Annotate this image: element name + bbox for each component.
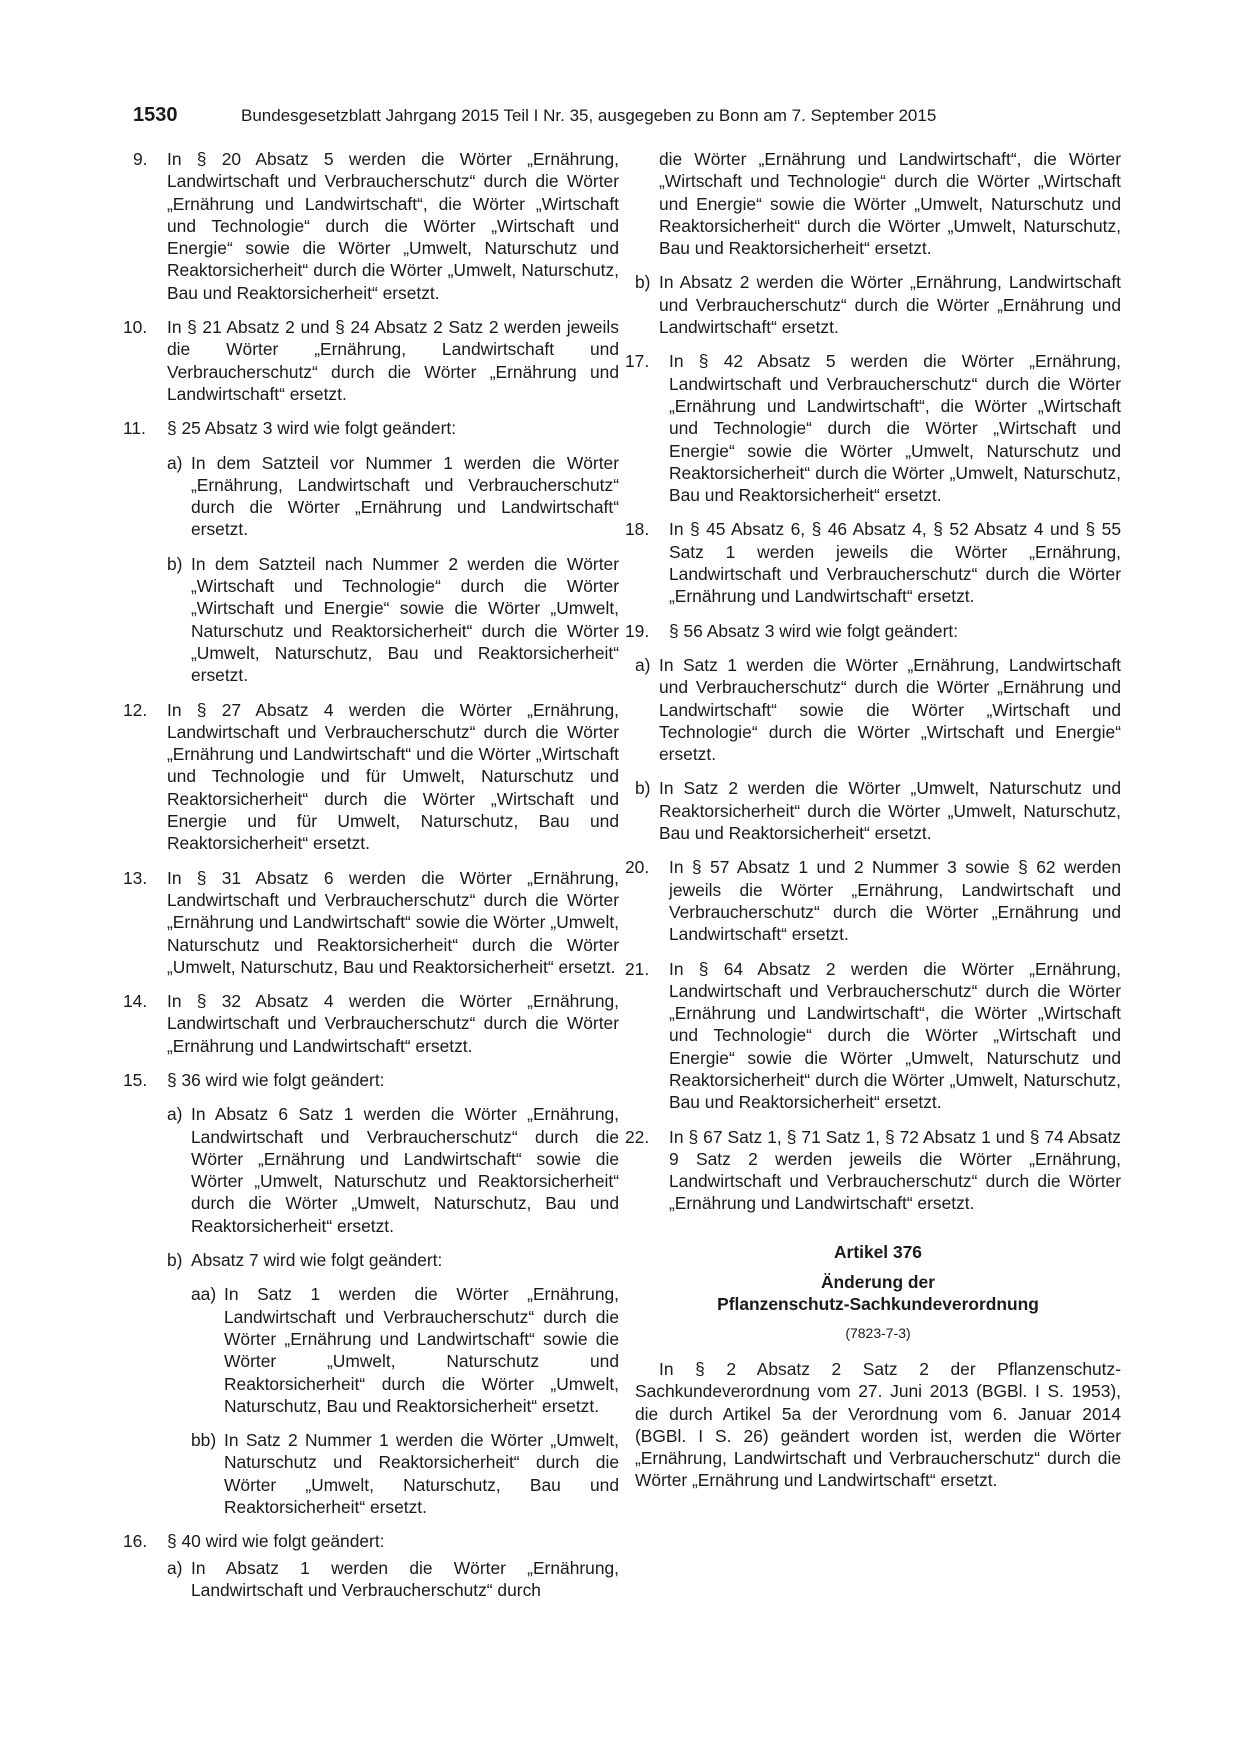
- item-number: 19.: [625, 620, 650, 641]
- item-number: 17.: [625, 351, 650, 372]
- item-text: Absatz 7 wird wie folgt geändert:: [191, 1250, 443, 1271]
- item-letter: a): [635, 654, 651, 675]
- item-letter: aa): [191, 1284, 217, 1305]
- article-heading: Artikel 376: [834, 1241, 922, 1262]
- item-text: In dem Satzteil vor Nummer 1 werden die Wörter „Ernährung, Landwirtschaft und Verbraucherschutz“ durch die Wörter „Ernährung und Landwirtschaft“ ersetzt.: [191, 452, 619, 540]
- list-item: [625, 856, 1121, 945]
- article-title-line2: Pflanzenschutz-Sachkundeverordnung: [717, 1294, 1039, 1315]
- item-text: § 40 wird wie folgt geändert:: [167, 1531, 385, 1552]
- article-body: In § 2 Absatz 2 Satz 2 der Pflanzenschutz-Sachkundeverordnung vom 27. Juni 2013 (BGBl. I S. 1953), die durch Artikel 5a der Verordnung vom 6. Januar 2014 (BGBl. I S. 26) geändert worden ist, werden die Wörter „Ernährung, Landwirtschaft und Verbraucherschutz“ durch die Wörter „Ernährung und Landwirtschaft“ ersetzt.: [635, 1358, 1121, 1491]
- item-number: 13.: [123, 867, 148, 888]
- item-text: In § 64 Absatz 2 werden die Wörter „Ernährung, Landwirtschaft und Verbraucherschutz“ durch die Wörter „Ernährung und Landwirtschaft“, die Wörter „Wirtschaft und Technologie“ durch die Wörter „Wirtschaft und Energie“ sowie die Wörter „Umwelt, Naturschutz und Reaktorsicherheit“ durch die Wörter „Umwelt, Naturschutz, Bau und Reaktorsicherheit“ ersetzt.: [669, 958, 1121, 1113]
- item-letter: bb): [191, 1430, 217, 1451]
- item-text: § 36 wird wie folgt geändert:: [167, 1069, 385, 1090]
- item-letter: a): [167, 452, 183, 473]
- list-item: [625, 1126, 1121, 1215]
- item-text: § 25 Absatz 3 wird wie folgt geändert:: [167, 418, 457, 439]
- sub-item: [133, 1557, 619, 1602]
- item-text: In Satz 1 werden die Wörter „Ernährung, Landwirtschaft und Verbraucherschutz“ durch die Wörter „Ernährung und Landwirtschaft“ sowie die Wörter „Umwelt, Naturschutz und Reaktorsicherheit“ durch die Wörter „Umwelt, Naturschutz, Bau und Reaktorsicherheit“ ersetzt.: [224, 1284, 619, 1416]
- item-text: In § 57 Absatz 1 und 2 Nummer 3 sowie § 62 werden jeweils die Wörter „Ernährung, Landwirtschaft und Verbraucherschutz“ durch die Wörter „Ernährung und Landwirtschaft“ ersetzt.: [669, 857, 1121, 945]
- item-text: In § 32 Absatz 4 werden die Wörter „Ernährung, Landwirtschaft und Verbraucherschutz“ durch die Wörter „Ernährung und Landwirtschaft“ ersetzt.: [167, 991, 619, 1056]
- item-number: 15.: [123, 1069, 148, 1090]
- item-number: 9.: [133, 149, 148, 169]
- page-header: [133, 104, 1111, 128]
- item-number: 10.: [123, 317, 148, 338]
- list-item: [625, 620, 1121, 642]
- item-text: In § 67 Satz 1, § 71 Satz 1, § 72 Absatz 1 und § 74 Absatz 9 Satz 2 werden jeweils die Wörter „Ernährung, Landwirtschaft und Verbraucherschutz“ durch die Wörter „Ernährung und Landwirtschaft“ ersetzt.: [669, 1126, 1121, 1214]
- list-item: [123, 1069, 619, 1091]
- list-item: [133, 148, 619, 304]
- running-head: Bundesgesetzblatt Jahrgang 2015 Teil I Nr. 35, ausgegeben zu Bonn am 7. September 2015: [241, 106, 937, 125]
- item-text: In § 21 Absatz 2 und § 24 Absatz 2 Satz 2 werden jeweils die Wörter „Ernährung, Landwirtschaft und Verbraucherschutz“ durch die Wörter „Ernährung und Landwirtschaft“ ersetzt.: [167, 317, 619, 404]
- item-text: In Satz 2 werden die Wörter „Umwelt, Naturschutz und Reaktorsicherheit“ durch die Wörter „Umwelt, Naturschutz, Bau und Reaktorsicherheit“ ersetzt.: [659, 778, 1121, 844]
- sub-item: [601, 654, 1121, 765]
- item-text: In § 27 Absatz 4 werden die Wörter „Ernährung, Landwirtschaft und Verbraucherschutz“ durch die Wörter „Ernährung und Landwirtschaft“ und die Wörter „Wirtschaft und Technologie und für Umwelt, Naturschutz und Reaktorsicherheit“ durch die Wörter „Wirtschaft und Energie und für Umwelt, Naturschutz, Bau und Reaktorsicherheit“ ersetzt.: [167, 699, 619, 854]
- item-number: 11.: [123, 418, 146, 439]
- page-number: 1530: [133, 104, 178, 126]
- list-item: [123, 1530, 619, 1552]
- item-text: In § 45 Absatz 6, § 46 Absatz 4, § 52 Absatz 4 und § 55 Satz 1 werden jeweils die Wörter „Ernährung, Landwirtschaft und Verbraucherschutz“ durch die Wörter „Ernährung und Landwirtschaft“ ersetzt.: [669, 519, 1121, 607]
- sub-item: [133, 553, 619, 687]
- right-column: [625, 148, 1121, 1492]
- item-text: In § 31 Absatz 6 werden die Wörter „Ernährung, Landwirtschaft und Verbraucherschutz“ durch die Wörter „Ernährung und Landwirtschaft“ sowie die Wörter „Umwelt, Naturschutz und Reaktorsicherheit“ durch die Wörter „Umwelt, Naturschutz, Bau und Reaktorsicherheit“ ersetzt.: [167, 867, 619, 977]
- item-text: In dem Satzteil nach Nummer 2 werden die Wörter „Wirtschaft und Technologie“ durch die Wörter „Wirtschaft und Energie“ sowie die Wörter „Umwelt, Naturschutz und Reaktorsicherheit“ durch die Wörter „Umwelt, Naturschutz, Bau und Reaktorsicherheit“ ersetzt.: [191, 553, 619, 686]
- list-item: [625, 518, 1121, 607]
- item-text: § 56 Absatz 3 wird wie folgt geändert:: [669, 620, 959, 641]
- item-text: In Absatz 6 Satz 1 werden die Wörter „Ernährung, Landwirtschaft und Verbraucherschutz“ durch die Wörter „Ernährung und Landwirtschaft“ sowie die Wörter „Umwelt, Naturschutz und Reaktorsicherheit“ durch die Wörter „Umwelt, Naturschutz, Bau und Reaktorsicherheit“ ersetzt.: [191, 1104, 619, 1236]
- fna-number: (7823-7-3): [845, 1324, 911, 1341]
- left-column: [123, 148, 619, 1613]
- list-item: [625, 350, 1121, 506]
- article-title-line1: Änderung der: [820, 1272, 935, 1293]
- item-number: 12.: [123, 699, 148, 720]
- list-item: [123, 699, 619, 855]
- list-item: [123, 867, 619, 978]
- item-number: 21.: [625, 958, 650, 979]
- item-number: 18.: [625, 519, 650, 540]
- sub-item: [133, 1249, 619, 1271]
- item-text: In Absatz 2 werden die Wörter „Ernährung, Landwirtschaft und Verbraucherschutz“ durch die Wörter „Ernährung und Landwirtschaft“ ersetzt.: [659, 272, 1121, 338]
- item-number: 14.: [123, 991, 148, 1012]
- item-letter: b): [635, 272, 651, 293]
- list-item: [123, 990, 619, 1057]
- item-letter: b): [167, 1250, 183, 1271]
- sub-item: [601, 271, 1121, 338]
- item-letter: a): [167, 1104, 183, 1125]
- list-item: [625, 958, 1121, 1114]
- item-number: 16.: [123, 1531, 148, 1552]
- sub-item-continuation: [601, 148, 1121, 259]
- sub-sub-item: [133, 1283, 619, 1417]
- sub-item: [601, 777, 1121, 844]
- list-item: [123, 417, 619, 439]
- article-title: [635, 1271, 1121, 1316]
- item-text: In § 42 Absatz 5 werden die Wörter „Ernährung, Landwirtschaft und Verbraucherschutz“ durch die Wörter „Ernährung und Landwirtschaft“, die Wörter „Wirtschaft und Technologie“ durch die Wörter „Wirtschaft und Energie“ sowie die Wörter „Umwelt, Naturschutz und Reaktorsicherheit“ durch die Wörter „Umwelt, Naturschutz, Bau und Reaktorsicherheit“ ersetzt.: [669, 351, 1121, 506]
- item-number: 20.: [625, 857, 650, 878]
- item-text: In Satz 2 Nummer 1 werden die Wörter „Umwelt, Naturschutz und Reaktorsicherheit“ durch die Wörter „Umwelt, Naturschutz, Bau und Reaktorsicherheit“ ersetzt.: [224, 1430, 619, 1518]
- item-text: In § 20 Absatz 5 werden die Wörter „Ernährung, Landwirtschaft und Verbraucherschutz“ durch die Wörter „Ernährung und Landwirtschaft“, die Wörter „Wirtschaft und Technologie“ durch die Wörter „Wirtschaft und Energie“ sowie die Wörter „Umwelt, Naturschutz und Reaktorsicherheit“ durch die Wörter „Umwelt, Naturschutz, Bau und Reaktorsicherheit“ ersetzt.: [167, 149, 619, 303]
- item-letter: b): [167, 553, 183, 574]
- item-text: die Wörter „Ernährung und Landwirtschaft“, die Wörter „Wirtschaft und Technologie“ durch die Wörter „Wirtschaft und Energie“ sowie die Wörter „Umwelt, Naturschutz und Reaktorsicherheit“ durch die Wörter „Umwelt, Naturschutz, Bau und Reaktorsicherheit“ ersetzt.: [659, 149, 1121, 259]
- item-letter: a): [167, 1557, 183, 1578]
- sub-item: [133, 452, 619, 541]
- item-letter: b): [635, 778, 651, 799]
- list-item: [123, 316, 619, 405]
- item-text: In Satz 1 werden die Wörter „Ernährung, Landwirtschaft und Verbraucherschutz“ durch die Wörter „Ernährung und Landwirtschaft“ sowie die Wörter „Wirtschaft und Technologie“ durch die Wörter „Wirtschaft und Energie“ ersetzt.: [659, 654, 1121, 765]
- sub-item: [133, 1103, 619, 1237]
- item-text: In Absatz 1 werden die Wörter „Ernährung, Landwirtschaft und Verbraucherschutz“ durch: [191, 1557, 619, 1600]
- item-number: 22.: [625, 1126, 650, 1147]
- sub-sub-item: [133, 1429, 619, 1518]
